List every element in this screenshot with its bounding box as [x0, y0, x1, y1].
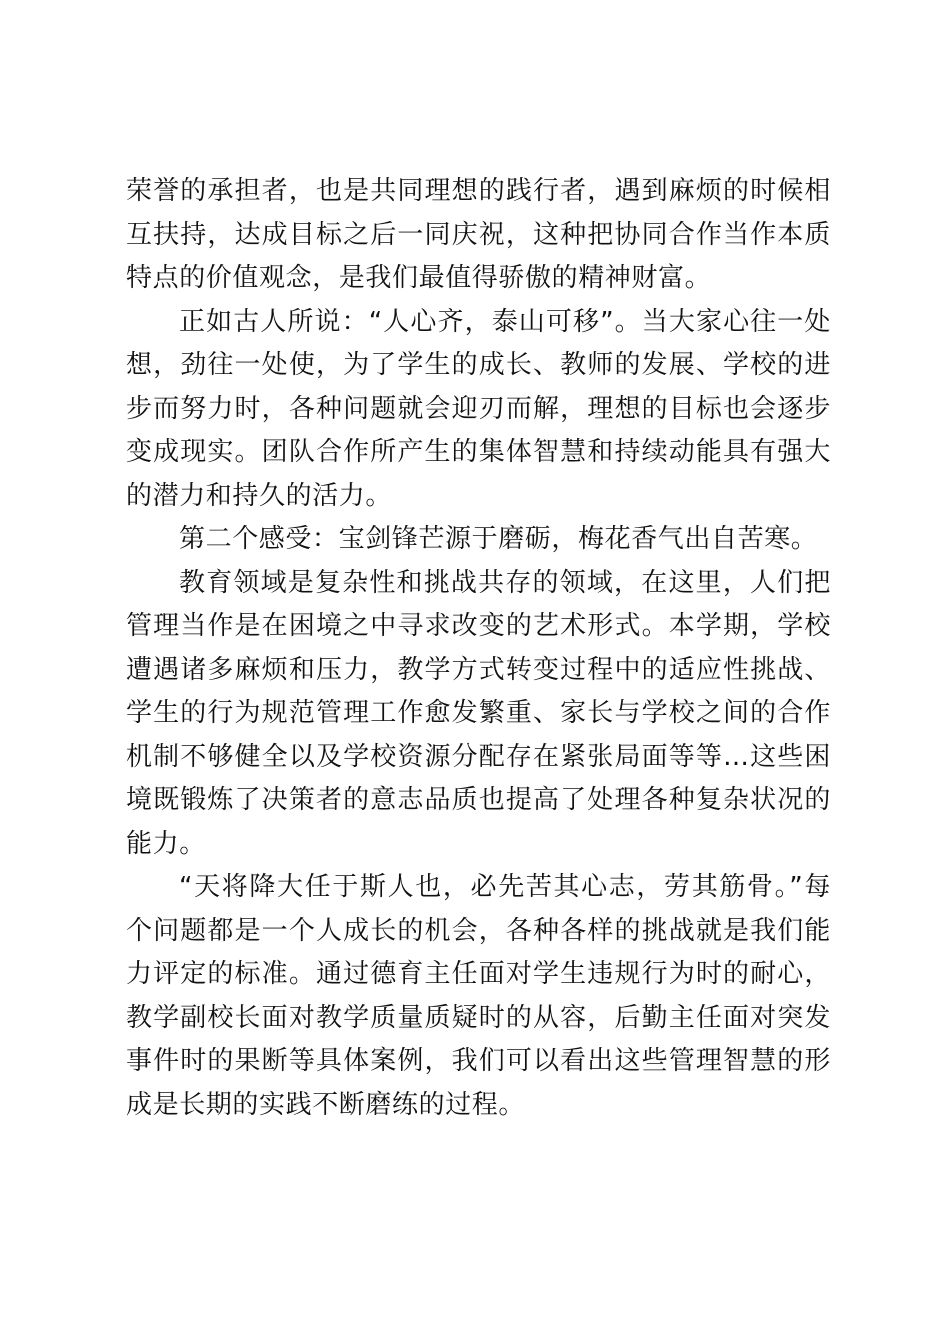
- paragraph-growth: “天将降大任于斯人也，必先苦其心志，劳其筋骨。”每个问题都是一个人成长的机会，各种各样的挑战就是我们能力评定的标准。通过德育主任面对学生违规行为时的耐心，教学副校长面对教学质量质疑时的从容，后勤主任面对突发事件时的果断等具体案例，我们可以看出这些管理智慧的形成是长期的实践不断磨练的过程。: [126, 872, 831, 1120]
- paragraph-second-feeling-heading: 第二个感受：宝剑锋芒源于磨砺，梅花香气出自苦寒。: [179, 524, 818, 554]
- paragraph-challenges: 教育领域是复杂性和挑战共存的领域，在这里，人们把管理当作是在困境之中寻求改变的艺术形式。本学期，学校遭遇诸多麻烦和压力，教学方式转变过程中的适应性挑战、学生的行为规范管理工作愈发繁重、家长与学校之间的合作机制不够健全以及学校资源分配存在紧张局面等等…这些困境既锻炼了决策者的意志品质也提高了处理各种复杂状况的能力。: [126, 567, 831, 859]
- paragraph-continuation: 荣誉的承担者，也是共同理想的践行者，遇到麻烦的时候相互扶持，达成目标之后一同庆祝，这种把协同合作当作本质特点的价值观念，是我们最值得骄傲的精神财富。: [126, 176, 831, 293]
- document-body: [126, 170, 831, 1127]
- paragraph-unity: 正如古人所说：“人心齐，泰山可移”。当大家心往一处想，劲往一处使，为了学生的成长、教师的发展、学校的进步而努力时，各种问题就会迎刃而解，理想的目标也会逐步变成现实。团队合作所产生的集体智慧和持续动能具有强大的潜力和持久的活力。: [126, 306, 831, 511]
